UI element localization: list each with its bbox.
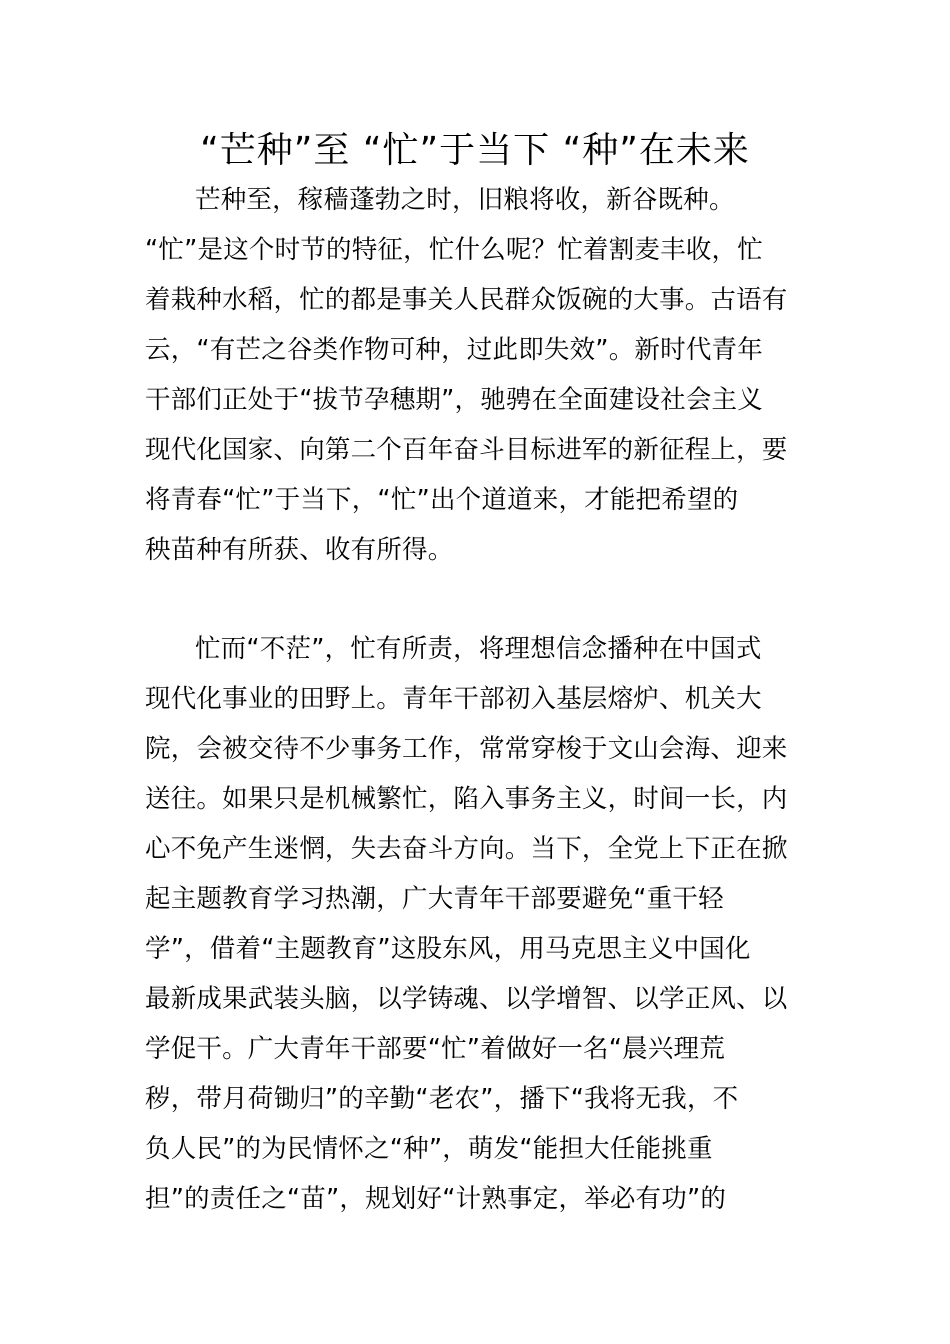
paragraph-1-line-2: “忙”是这个时节的特征，忙什么呢？忙着割麦丰收，忙 bbox=[145, 235, 763, 265]
paragraph-2-line-7: 学”，借着“主题教育”这股东风，用马克思主义中国化 bbox=[145, 934, 751, 964]
document-title: “芒种”至 “忙”于当下 “种”在未来 bbox=[200, 130, 750, 171]
paragraph-1-line-7: 将青春“忙”于当下，“忙”出个道道来，才能把希望的 bbox=[145, 485, 739, 515]
paragraph-2-line-10: 秽，带月荷锄归”的辛勤“老农”，播下“我将无我，不 bbox=[145, 1084, 739, 1114]
paragraph-2-line-8: 最新成果武装头脑，以学铸魂、以学增智、以学正风、以 bbox=[145, 984, 788, 1014]
paragraph-2-line-1: 忙而“不茫”，忙有所责，将理想信念播种在中国式 bbox=[195, 634, 762, 664]
paragraph-2-line-6: 起主题教育学习热潮，广大青年干部要避免“重干轻 bbox=[145, 884, 724, 914]
paragraph-2-line-3: 院，会被交待不少事务工作，常常穿梭于文山会海、迎来 bbox=[145, 734, 788, 764]
paragraph-1-line-6: 现代化国家、向第二个百年奋斗目标进军的新征程上，要 bbox=[145, 435, 788, 465]
paragraph-2-line-4: 送往。如果只是机械繁忙，陷入事务主义，时间一长，内 bbox=[145, 784, 788, 814]
paragraph-2-line-2: 现代化事业的田野上。青年干部初入基层熔炉、机关大 bbox=[145, 684, 762, 714]
paragraph-1-line-1: 芒种至，稼穑蓬勃之时，旧粮将收，新谷既种。 bbox=[195, 185, 735, 215]
paragraph-1-line-5: 干部们正处于“拔节孕穗期”，驰骋在全面建设社会主义 bbox=[145, 385, 763, 415]
paragraph-1-line-8: 秧苗种有所获、收有所得。 bbox=[145, 535, 454, 565]
paragraph-2-line-12: 担”的责任之“苗”，规划好“计熟事定，举必有功”的 bbox=[145, 1184, 727, 1214]
paragraph-2-line-9: 学促干。广大青年干部要“忙”着做好一名“晨兴理荒 bbox=[145, 1034, 725, 1064]
paragraph-2-line-11: 负人民”的为民情怀之“种”，萌发“能担大任能挑重 bbox=[145, 1134, 713, 1164]
paragraph-1-line-3: 着栽种水稻，忙的都是事关人民群众饭碗的大事。古语有 bbox=[145, 285, 788, 315]
paragraph-1-line-4: 云，“有芒之谷类作物可种，过此即失效”。新时代青年 bbox=[145, 335, 763, 365]
paragraph-2-line-5: 心不免产生迷惘，失去奋斗方向。当下，全党上下正在掀 bbox=[145, 834, 788, 864]
